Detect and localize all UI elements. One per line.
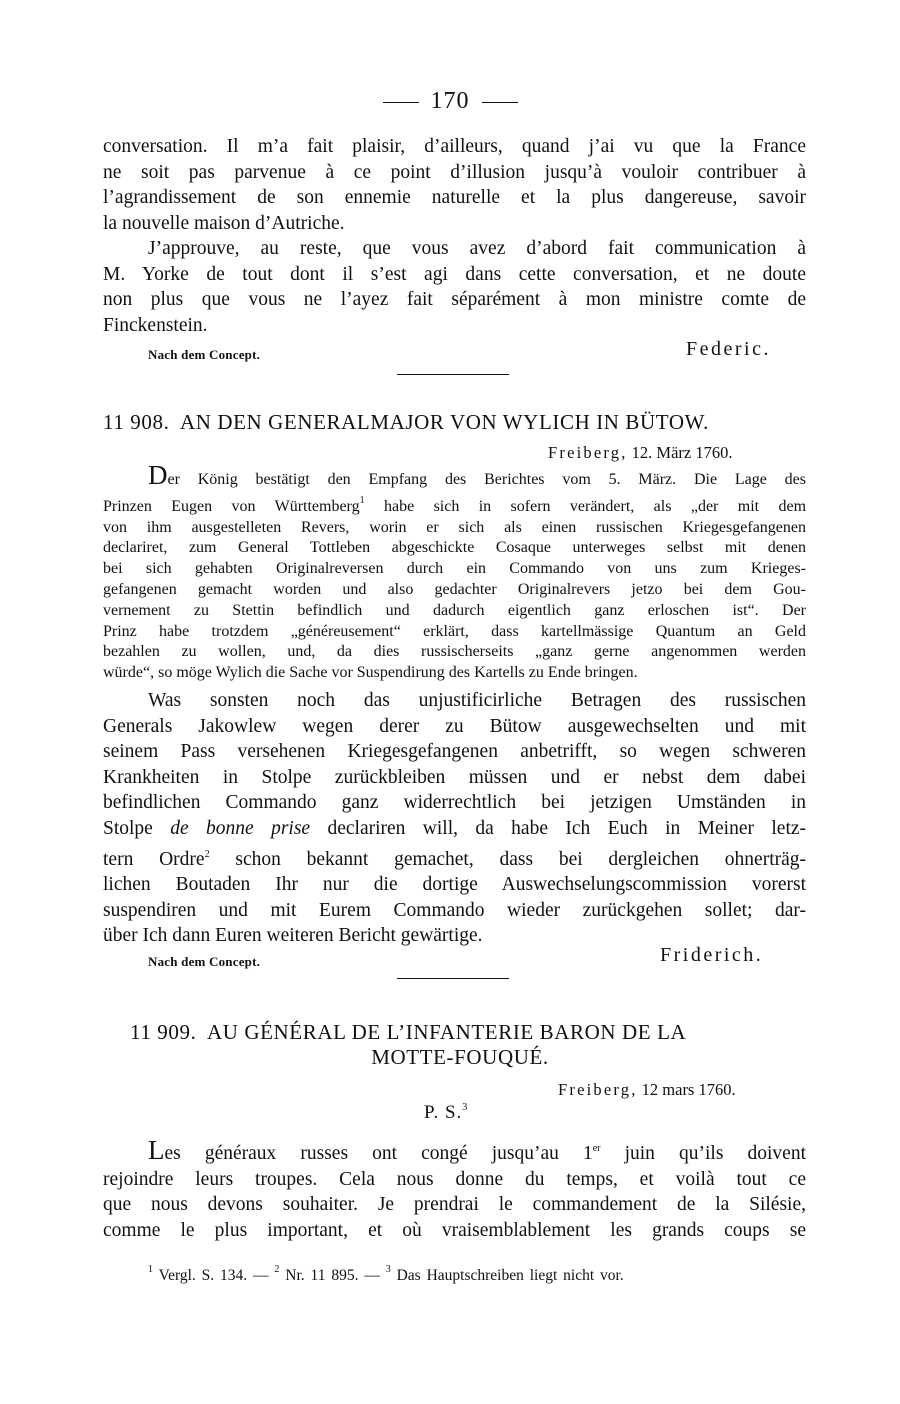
letter-dateline — [548, 443, 732, 463]
drop-cap: L — [148, 1135, 165, 1165]
text-line: bei sich gehabten Originalreversen durch ein Commando von uns zum Krieges- — [103, 560, 806, 578]
text-line: Stolpe de bonne prise declariren will, da habe Ich Euch in Meiner letz- — [103, 817, 807, 839]
superscript: er — [592, 1143, 601, 1154]
text-line: Prinzen Eugen von Württemberg$^1$ habe sich in sofern verändert, als „der mit dem — [103, 494, 807, 515]
text-line: Les généraux russes ont congé jusqu’au 1er juin qu’ils doivent — [148, 1135, 806, 1165]
text-line: seinem Pass versehenen Kriegesgefangenen anbetrifft, so wegen schweren — [103, 741, 806, 763]
letter-number: 11 908. — [103, 410, 170, 434]
text-line: rejoindre leurs troupes. Cela nous donne du temps, et voilà tout ce — [103, 1168, 806, 1190]
source-note: Nach dem Concept. — [148, 954, 261, 969]
text-line: Finckenstein. — [103, 314, 208, 336]
letter-number: 11 909. — [130, 1020, 197, 1044]
text-line: comme le plus important, et où vraisemblablement les grands coups se — [103, 1219, 806, 1241]
text-line: Prinz habe trotzdem „généreusement“ erklärt, dass kartellmässige Quantum an Geld — [103, 622, 806, 640]
text-line: J’approuve, au reste, que vous avez d’abord fait communication à — [148, 238, 806, 259]
letter-body — [103, 688, 806, 949]
text-line: über Ich dann Euren weiteren Bericht gewärtige. — [103, 925, 483, 947]
signature: Friderich. — [660, 944, 764, 966]
header-dash-left — [383, 102, 419, 103]
footnote-text: Das Hauptschreiben liegt nicht vor. — [396, 1267, 624, 1284]
source-note: Nach dem Concept. — [148, 347, 261, 362]
section-divider — [397, 374, 509, 375]
text-line: bezahlen zu wollen, und, da dies russischerseits „ganz gerne angenommen werden — [103, 643, 806, 661]
footnote-text: Vergl. S. 134. — [158, 1267, 248, 1284]
text-line: tern Ordre$^2$ schon bekannt gemachet, dass bei dergleichen ohnerträg- — [103, 848, 807, 870]
letter-title: AU GÉNÉRAL DE L’INFANTERIE BARON DE LA — [206, 1020, 687, 1044]
footnote-marker: 2 — [274, 1264, 280, 1275]
footnote-ref: 3 — [462, 1102, 469, 1113]
footnote-marker: 3 — [385, 1264, 391, 1275]
text-line: Der König bestätigt den Empfang des Berichtes vom 5. März. Die Lage des — [148, 460, 806, 490]
text-line: declariret, zum General Tottleben abgeschickte Cosaque unterweges selbst mit denen — [103, 539, 806, 557]
footnote-marker: 1 — [148, 1264, 153, 1275]
footnotes: $^1$ Vergl. S. 134. — $^2$ Nr. 11 895. — $^3$ Das Hauptschreiben liegt nicht vor. — [148, 1264, 624, 1284]
text-line: lichen Boutaden Ihr nur die dortige Auswechselungscommission vorerst — [103, 874, 806, 896]
letter-title: AN DEN GENERALMAJOR VON WYLICH IN BÜTOW. — [179, 410, 709, 434]
text-line: Was sonsten noch das unjustificirliche Betragen des russischen — [148, 690, 806, 711]
text-line: ne soit pas parvenue à ce point d’illusion jusqu’à vouloir contribuer à — [103, 161, 806, 183]
footnote-text: Nr. 11 895. — [285, 1267, 359, 1284]
text-line: que nous devons souhaiter. Je prendrai le commandement de la Silésie, — [103, 1194, 806, 1216]
paragraph-approval — [103, 236, 806, 338]
postscript-body — [103, 1136, 806, 1243]
postscript-label: P. S.$^3$ — [424, 1102, 469, 1123]
signature: Federic. — [686, 338, 771, 360]
page-number: 170 — [430, 88, 470, 114]
text-line: vernement zu Stettin befindlich und dadurch eigentlich ganz erloschen ist“. Der — [103, 601, 806, 619]
section-divider — [397, 978, 509, 979]
text-line: M. Yorke de tout dont il s’est agi dans cette conversation, et ne doute — [103, 263, 806, 285]
footnote-ref: 1 — [359, 494, 365, 506]
text-line: non plus que vous ne l’ayez fait séparément à mon ministre comte de — [103, 289, 806, 311]
paragraph-conversation — [103, 134, 806, 236]
text-line: würde“, so möge Wylich die Sache vor Suspendirung des Kartells zu Ende bringen. — [103, 664, 638, 682]
page-header — [0, 88, 900, 115]
letter-date: 12 mars 1760. — [641, 1080, 736, 1099]
drop-cap: D — [148, 460, 168, 490]
text-line: l’agrandissement de son ennemie naturelle et la plus dangereuse, savoir — [103, 187, 806, 209]
letter-dateline — [558, 1080, 736, 1100]
footnote-ref: 2 — [204, 848, 210, 860]
letter-place: Freiberg, — [548, 443, 628, 462]
italic-phrase: de bonne prise — [170, 817, 311, 839]
letter-summary — [103, 460, 807, 684]
text-line: Generals Jakowlew wegen derer zu Bütow ausgewechselten und mit — [103, 715, 806, 737]
header-dash-right — [482, 102, 518, 103]
letter-heading — [130, 1020, 686, 1045]
letter-date: 12. März 1760. — [631, 443, 733, 462]
text-line: suspendiren und mit Eurem Commando wieder zurückgehen sollet; dar- — [103, 899, 806, 921]
text-line: befindlichen Commando ganz widerrechtlich bei jetzigen Umständen in — [103, 792, 806, 814]
letter-place: Freiberg, — [558, 1080, 638, 1099]
letter-title-continued: MOTTE-FOUQUÉ. — [371, 1045, 549, 1069]
letter-heading — [103, 410, 806, 435]
text-line: von ihm ausgestelleten Revers, worin er sich als einen russischen Kriegesgefangenen — [103, 518, 806, 536]
text-line: Krankheiten in Stolpe zurückbleiben müssen und er nebst dem dabei — [103, 766, 806, 788]
text-line: conversation. Il m’a fait plaisir, d’ailleurs, quand j’ai vu que la France — [103, 136, 806, 157]
text-line: la nouvelle maison d’Autriche. — [103, 212, 345, 234]
text-line: gefangenen gemacht worden und also gedachter Originalrevers jetzo bei dem Gou- — [103, 580, 806, 598]
